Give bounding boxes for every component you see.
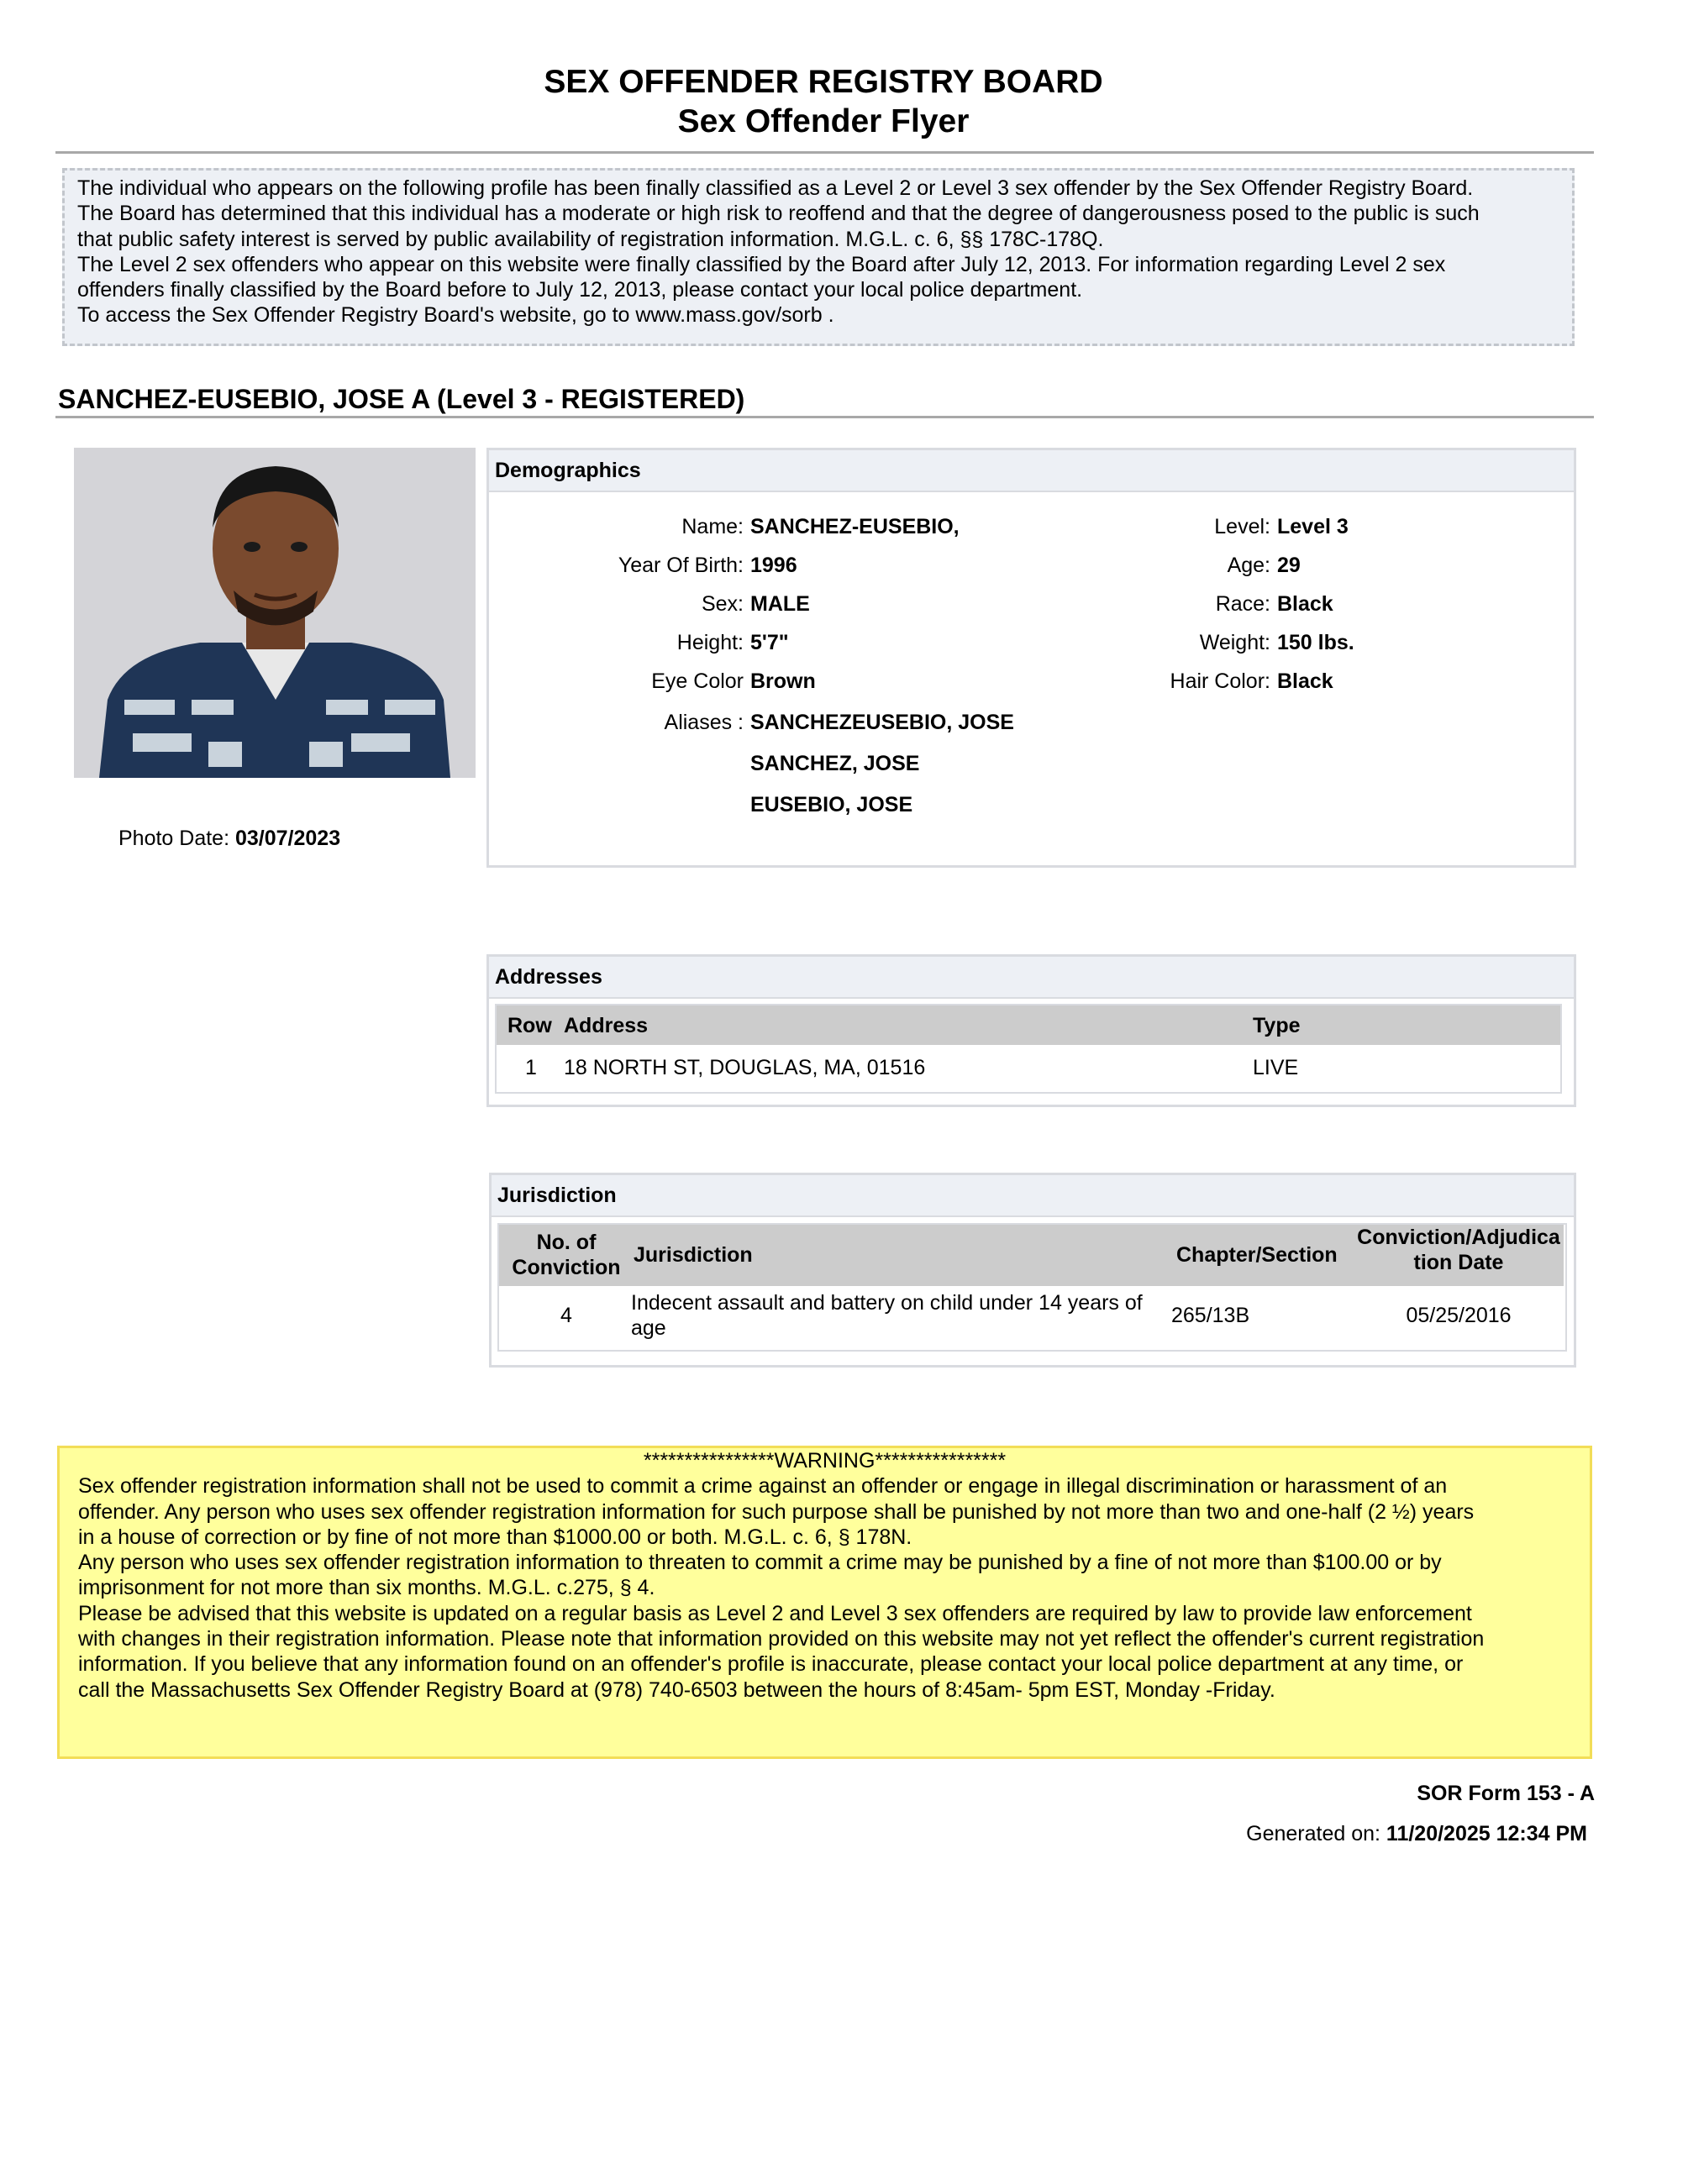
col-chapter-section: Chapter/Section	[1176, 1243, 1338, 1267]
intro-line: The individual who appears on the following profile has been finally classified as a Level 2 or Level 3 sex offender by the Sex Offender Registry Board.	[77, 176, 1474, 200]
jurisdiction-heading: Jurisdiction	[492, 1175, 1574, 1217]
offender-divider	[55, 416, 1594, 418]
page-title: SEX OFFENDER REGISTRY BOARD	[544, 64, 1103, 100]
alias-item: SANCHEZEUSEBIO, JOSE	[750, 711, 1014, 734]
intro-line: The Level 2 sex offenders who appear on this website were finally classified by the Board after July 12, 2013. For information regarding Level 2 sex	[77, 252, 1446, 276]
aliases-label: Aliases :	[664, 711, 744, 734]
portrait-image	[74, 448, 476, 778]
col-conviction-count	[499, 1230, 634, 1280]
form-number: SOR Form 153 - A	[1417, 1782, 1595, 1805]
sex-value: MALE	[750, 592, 810, 616]
conviction-count: 4	[560, 1304, 572, 1327]
level-label: Level:	[1214, 515, 1270, 538]
race-label: Race:	[1215, 592, 1270, 616]
offense-description	[631, 1290, 1143, 1341]
addresses-table	[495, 1004, 1562, 1094]
generated-on	[1246, 1822, 1587, 1846]
col-address: Address	[564, 1014, 649, 1037]
warning-line: Sex offender registration information shall not be used to commit a crime against an offender or engage in illegal discrimination or harassment of an	[78, 1474, 1448, 1499]
height-value: 5'7"	[750, 631, 789, 654]
col-conviction-date-line: tion Date	[1413, 1251, 1504, 1274]
hair-color-label: Hair Color:	[1170, 669, 1270, 693]
col-jurisdiction: Jurisdiction	[634, 1243, 753, 1267]
address-type: LIVE	[1253, 1056, 1299, 1079]
offender-photo	[74, 448, 476, 778]
addresses-heading: Addresses	[489, 957, 1574, 999]
offense-line: Indecent assault and battery on child under 14 years of	[631, 1291, 1143, 1315]
chapter-section: 265/13B	[1171, 1304, 1250, 1327]
generated-label: Generated on:	[1246, 1822, 1380, 1845]
photo-date	[118, 827, 340, 851]
col-type: Type	[1253, 1014, 1301, 1037]
address-value: 18 NORTH ST, DOUGLAS, MA, 01516	[564, 1056, 926, 1079]
name-value: SANCHEZ-EUSEBIO,	[750, 515, 960, 538]
photo-date-value: 03/07/2023	[234, 827, 341, 850]
demographics-panel	[486, 448, 1576, 868]
weight-value: 150 lbs.	[1277, 631, 1354, 654]
yob-value: 1996	[750, 554, 797, 577]
eye-color-value: Brown	[750, 669, 816, 693]
age-value: 29	[1277, 554, 1301, 577]
intro-line: The Board has determined that this individual has a moderate or high risk to reoffend and that the degree of dangerousness posed to the public is such	[77, 202, 1480, 226]
race-value: Black	[1277, 592, 1333, 616]
demographics-heading: Demographics	[489, 450, 1574, 492]
intro-line: that public safety interest is served by public availability of registration information. M.G.L. c. 6, §§ 178C-178Q.	[77, 227, 1104, 251]
height-label: Height:	[676, 631, 744, 654]
address-row-number: 1	[525, 1056, 537, 1079]
alias-item: EUSEBIO, JOSE	[750, 793, 913, 816]
warning-line: Please be advised that this website is updated on a regular basis as Level 2 and Level 3 sex offenders are required by law to provide law enforcement	[78, 1601, 1472, 1625]
warning-line: information. If you believe that any information found on an offender's profile is inaccurate, please contact your local police department at any time, or	[78, 1652, 1464, 1677]
warning-notice	[57, 1446, 1592, 1759]
intro-line: offenders finally classified by the Board before to July 12, 2013, please contact your local police department.	[77, 278, 1083, 302]
generated-value: 11/20/2025 12:34 PM	[1386, 1822, 1587, 1845]
jurisdiction-table-header	[499, 1225, 1564, 1286]
hair-color-value: Black	[1277, 669, 1333, 693]
warning-title: ****************WARNING****************	[643, 1449, 1007, 1473]
intro-notice	[62, 168, 1575, 346]
addresses-table-header	[497, 1005, 1560, 1045]
warning-line: imprisonment for not more than six months. M.G.L. c.275, § 4.	[78, 1576, 655, 1600]
warning-line: in a house of correction or by fine of not more than $1000.00 or both. M.G.L. c. 6, § 178N.	[78, 1525, 912, 1549]
sex-label: Sex:	[701, 592, 744, 616]
header-divider	[55, 151, 1594, 154]
col-conviction-count-line: Conviction	[512, 1256, 621, 1279]
weight-label: Weight:	[1199, 631, 1270, 654]
col-row: Row	[507, 1014, 552, 1037]
name-label: Name:	[681, 515, 744, 538]
offense-line: age	[631, 1316, 666, 1340]
col-conviction-date-line: Conviction/Adjudica	[1357, 1226, 1560, 1249]
page-subtitle: Sex Offender Flyer	[677, 103, 970, 139]
warning-line: Any person who uses sex offender registration information to threaten to commit a crime may be punished by a fine of not more than $100.00 or by	[78, 1551, 1442, 1575]
warning-line: offender. Any person who uses sex offender registration information for such purpose shall be punished by not more than two and one-half (2 ½) years	[78, 1499, 1475, 1524]
warning-line: call the Massachusetts Sex Offender Registry Board at (978) 740-6503 between the hours of 8:45am- 5pm EST, Monday -Friday.	[78, 1677, 1275, 1702]
eye-color-label: Eye Color	[651, 669, 744, 693]
level-value: Level 3	[1277, 515, 1349, 538]
age-label: Age:	[1227, 554, 1270, 577]
warning-line: with changes in their registration information. Please note that information provided on this website may not yet reflect the offender's current registration	[78, 1627, 1485, 1651]
jurisdiction-table	[497, 1223, 1567, 1352]
yob-label: Year Of Birth:	[618, 554, 744, 577]
photo-date-label: Photo Date:	[118, 827, 230, 850]
addresses-panel	[486, 954, 1576, 1107]
alias-item: SANCHEZ, JOSE	[750, 752, 920, 775]
conviction-date: 05/25/2016	[1406, 1304, 1512, 1327]
jurisdiction-panel	[489, 1173, 1576, 1368]
col-conviction-count-line: No. of	[536, 1231, 597, 1254]
offender-heading: SANCHEZ-EUSEBIO, JOSE A (Level 3 - REGISTERED)	[58, 384, 745, 414]
col-conviction-date	[1348, 1225, 1570, 1275]
intro-line: To access the Sex Offender Registry Board's website, go to www.mass.gov/sorb .	[77, 303, 834, 328]
